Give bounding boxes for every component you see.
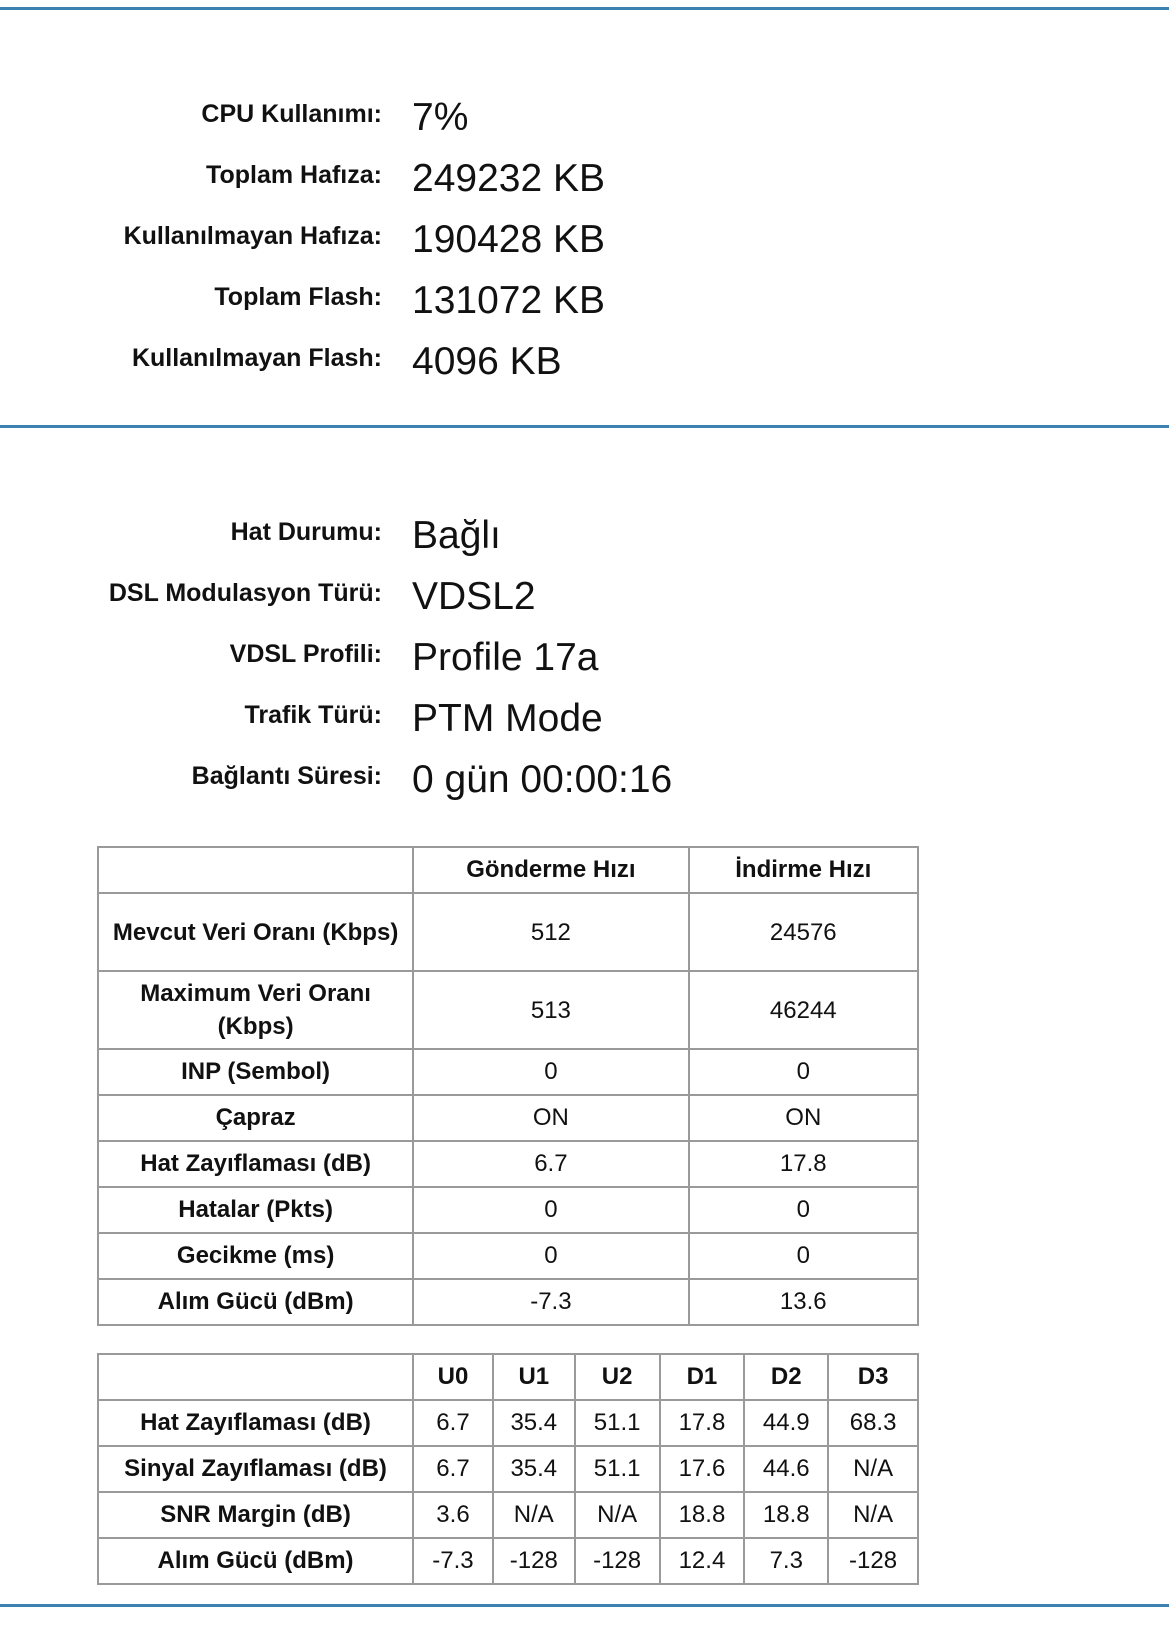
band-header-d1: D1 <box>660 1354 745 1400</box>
rate-table <box>97 846 919 1326</box>
section-divider-bottom <box>0 1604 1169 1607</box>
cpu-usage-value: 7% <box>412 96 469 139</box>
rate-table-header <box>98 847 918 893</box>
total-flash-row <box>0 279 1169 337</box>
row-label: Hatalar (Pkts) <box>98 1187 413 1233</box>
band-value: 35.4 <box>493 1400 575 1446</box>
cpu-usage-label: CPU Kullanımı: <box>201 100 382 128</box>
table-row <box>98 1141 918 1187</box>
band-value: 17.8 <box>660 1400 745 1446</box>
upload-value: 513 <box>413 971 688 1049</box>
table-row <box>98 1049 918 1095</box>
band-table-header <box>98 1354 918 1400</box>
traffic-type-row <box>0 697 1169 755</box>
band-header-d3: D3 <box>828 1354 918 1400</box>
band-value: N/A <box>828 1446 918 1492</box>
band-value: 68.3 <box>828 1400 918 1446</box>
vdsl-profile-label: VDSL Profili: <box>229 640 382 668</box>
row-label: Hat Zayıflaması (dB) <box>98 1141 413 1187</box>
row-label: Sinyal Zayıflaması (dB) <box>98 1446 413 1492</box>
upload-value: 6.7 <box>413 1141 688 1187</box>
table-row <box>98 971 918 1049</box>
line-status-value: Bağlı <box>412 514 501 557</box>
vdsl-profile-value: Profile 17a <box>412 636 599 679</box>
upload-value: -7.3 <box>413 1279 688 1325</box>
upload-value: 0 <box>413 1233 688 1279</box>
row-label: INP (Sembol) <box>98 1049 413 1095</box>
total-memory-row <box>0 157 1169 215</box>
row-label: Hat Zayıflaması (dB) <box>98 1400 413 1446</box>
band-value: N/A <box>828 1492 918 1538</box>
upload-value: ON <box>413 1095 688 1141</box>
upload-value: 0 <box>413 1049 688 1095</box>
free-flash-value: 4096 KB <box>412 340 562 383</box>
row-label: Alım Gücü (dBm) <box>98 1538 413 1584</box>
table-row <box>98 1095 918 1141</box>
connection-time-value: 0 gün 00:00:16 <box>412 758 673 801</box>
band-value: 51.1 <box>575 1400 660 1446</box>
band-header-empty <box>98 1354 413 1400</box>
upload-value: 0 <box>413 1187 688 1233</box>
modulation-type-label: DSL Modulasyon Türü: <box>108 579 382 607</box>
row-label: Gecikme (ms) <box>98 1233 413 1279</box>
cpu-usage-row <box>0 96 1169 154</box>
band-value: 44.6 <box>744 1446 828 1492</box>
download-value: 46244 <box>689 971 918 1049</box>
band-value: 6.7 <box>413 1446 493 1492</box>
band-value: 17.6 <box>660 1446 745 1492</box>
connection-time-row <box>0 758 1169 816</box>
band-value: 6.7 <box>413 1400 493 1446</box>
table-row <box>98 1492 918 1538</box>
table-row <box>98 1233 918 1279</box>
row-label: Alım Gücü (dBm) <box>98 1279 413 1325</box>
band-value: 7.3 <box>744 1538 828 1584</box>
traffic-type-label: Trafik Türü: <box>244 701 382 729</box>
upload-value: 512 <box>413 893 688 971</box>
row-label: SNR Margin (dB) <box>98 1492 413 1538</box>
vdsl-profile-row <box>0 636 1169 694</box>
table-row <box>98 1400 918 1446</box>
band-value: 51.1 <box>575 1446 660 1492</box>
band-value: 44.9 <box>744 1400 828 1446</box>
free-memory-value: 190428 KB <box>412 218 606 261</box>
band-value: -128 <box>828 1538 918 1584</box>
download-value: 17.8 <box>689 1141 918 1187</box>
modulation-type-value: VDSL2 <box>412 575 536 618</box>
connection-time-label: Bağlantı Süresi: <box>191 762 382 790</box>
band-value: N/A <box>575 1492 660 1538</box>
row-label: Çapraz <box>98 1095 413 1141</box>
table-row <box>98 1538 918 1584</box>
download-value: 0 <box>689 1233 918 1279</box>
band-value: N/A <box>493 1492 575 1538</box>
download-value: 13.6 <box>689 1279 918 1325</box>
free-flash-row <box>0 340 1169 398</box>
band-value: 35.4 <box>493 1446 575 1492</box>
rate-header-download: İndirme Hızı <box>689 847 918 893</box>
download-value: 0 <box>689 1049 918 1095</box>
total-flash-label: Toplam Flash: <box>214 283 382 311</box>
download-value: 0 <box>689 1187 918 1233</box>
traffic-type-value: PTM Mode <box>412 697 603 740</box>
rate-header-empty <box>98 847 413 893</box>
row-label: Maximum Veri Oranı (Kbps) <box>98 971 413 1049</box>
download-value: 24576 <box>689 893 918 971</box>
band-header-u0: U0 <box>413 1354 493 1400</box>
free-flash-label: Kullanılmayan Flash: <box>131 344 382 372</box>
band-value: -7.3 <box>413 1538 493 1584</box>
band-value: -128 <box>493 1538 575 1584</box>
row-label: Mevcut Veri Oranı (Kbps) <box>98 893 413 971</box>
download-value: ON <box>689 1095 918 1141</box>
table-row <box>98 893 918 971</box>
rate-header-upload: Gönderme Hızı <box>413 847 688 893</box>
section-divider-top <box>0 7 1169 10</box>
band-header-d2: D2 <box>744 1354 828 1400</box>
table-row <box>98 1446 918 1492</box>
free-memory-label: Kullanılmayan Hafıza: <box>123 222 382 250</box>
line-status-label: Hat Durumu: <box>230 518 382 546</box>
band-header-u1: U1 <box>493 1354 575 1400</box>
table-row <box>98 1279 918 1325</box>
total-memory-label: Toplam Hafıza: <box>206 161 382 189</box>
band-value: 12.4 <box>660 1538 745 1584</box>
band-header-u2: U2 <box>575 1354 660 1400</box>
line-status-row <box>0 514 1169 572</box>
band-value: 18.8 <box>744 1492 828 1538</box>
total-memory-value: 249232 KB <box>412 157 606 200</box>
total-flash-value: 131072 KB <box>412 279 606 322</box>
table-row <box>98 1187 918 1233</box>
modulation-type-row <box>0 575 1169 633</box>
section-divider-middle <box>0 425 1169 428</box>
band-value: 18.8 <box>660 1492 745 1538</box>
band-table <box>97 1353 919 1585</box>
band-value: -128 <box>575 1538 660 1584</box>
band-value: 3.6 <box>413 1492 493 1538</box>
free-memory-row <box>0 218 1169 276</box>
